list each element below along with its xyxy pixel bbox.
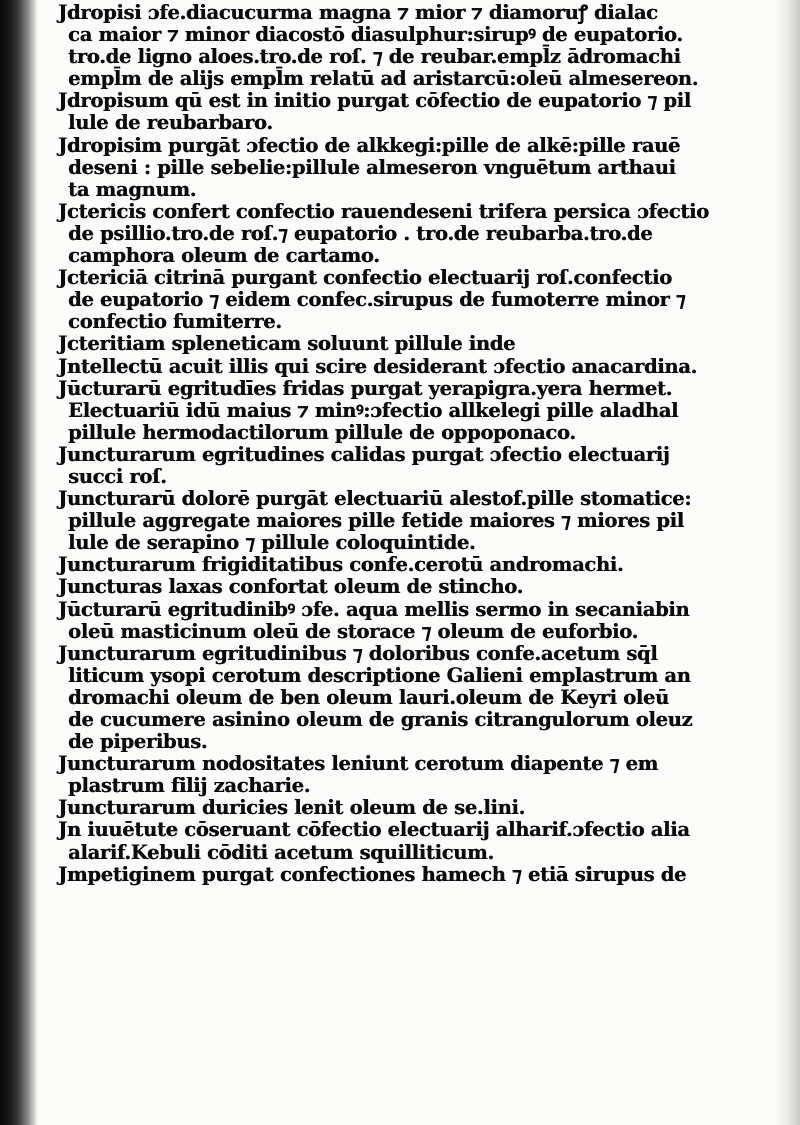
text-line-entry: Jdropisum qū est in initio purgat cōfectio de eupatorio ⁊ pil — [58, 89, 691, 113]
text-line-continuation: de eupatorio ⁊ eidem confec.sirupus de fumoterre minor ⁊ — [68, 288, 686, 312]
text-line-continuation: alarif.Kebuli cōditi acetum squilliticum. — [68, 840, 494, 864]
text-line-entry: Jn iuuētute cōseruant cōfectio electuarij alharif.ɔfectio alia — [58, 818, 690, 842]
text-line-entry: Jcteritiam spleneticam soluunt pillule inde — [58, 332, 516, 356]
text-line-continuation: de psillio.tro.de roſ.⁊ eupatorio . tro.de reubarba.tro.de — [68, 221, 653, 245]
text-line-continuation: de cucumere asinino oleum de granis citrangulorum oleuz — [68, 708, 693, 731]
text-line-entry: Juncturarum frigiditatibus confe.cerotū andromachi. — [58, 553, 624, 577]
text-line-entry: Jctericis confert confectio rauendeseni trifera persica ɔfectio — [58, 199, 709, 223]
text-line-entry: Juncturarū dolorē purgāt electuariū alestof.pille stomatice: — [58, 487, 692, 511]
text-column — [58, 2, 770, 886]
text-line-entry: Jmpetiginem purgat confectiones hamech ⁊ etiā sirupus de — [58, 862, 687, 886]
text-line-continuation: pillule hermodactilorum pillule de oppoponaco. — [68, 420, 576, 444]
text-line-entry: Jdropisi ɔfe.diacucurma magna ⁊ mior ⁊ diamoruꝭ dialac — [58, 1, 658, 24]
text-line-entry: Juncturarum duricies lenit oleum de se.lini. — [58, 796, 525, 820]
text-line-continuation: deseni : pille sebelie:pillule almeseron vnguētum arthaui — [68, 155, 676, 179]
text-line-entry: Juncturarum egritudinibus ⁊ doloribus confe.acetum sq̄l — [58, 641, 658, 665]
text-line-continuation: plastrum filij zacharie. — [68, 774, 311, 798]
binding-shadow — [0, 0, 38, 1125]
text-line-continuation: oleū masticinum oleū de storace ⁊ oleum de euforbio. — [68, 619, 638, 643]
text-line-entry: Juncturarum egritudines calidas purgat ɔfectio electuarij — [58, 442, 670, 466]
text-line-continuation: ca maior ⁊ minor diacostō diasulphur:sirupꝰ de eupatorio. — [68, 23, 683, 47]
text-line-entry: Jūcturarū egritudinibꝰ ɔfe. aqua mellis sermo in secaniabin — [58, 597, 690, 621]
text-line-continuation: liticum ysopi cerotum descriptione Galieni emplastrum an — [68, 663, 691, 687]
text-line-entry: Jctericiā citrinā purgant confectio electuarij roſ.confectio — [58, 266, 672, 290]
text-line-continuation: de piperibus. — [68, 730, 208, 754]
text-line-entry: Jūcturarū egritudīes fridas purgat yerapigra.yera hermet. — [58, 376, 673, 400]
text-line-continuation: tro.de ligno aloes.tro.de roſ. ⁊ de reubar.empl̄z ādromachi — [68, 45, 681, 69]
text-line-entry: Juncturas laxas confortat oleum de stincho. — [58, 575, 523, 599]
text-line-continuation: succi roſ. — [68, 464, 167, 488]
text-line-continuation: ta magnum. — [68, 177, 197, 201]
text-line-continuation: empl̄m de alijs empl̄m relatū ad aristarcū:oleū almesereon. — [68, 67, 699, 91]
text-line-continuation: camphora oleum de cartamo. — [68, 244, 380, 268]
text-line-continuation: pillule aggregate maiores pille fetide maiores ⁊ miores pil — [68, 509, 684, 533]
text-line-continuation: dromachi oleum de ben oleum lauri.oleum de Keyri oleū — [68, 685, 669, 709]
text-line-continuation: lule de serapino ⁊ pillule coloquintide. — [68, 531, 476, 555]
text-line-entry: Jntellectū acuit illis qui scire desiderant ɔfectio anacardina. — [58, 354, 697, 378]
text-line-entry: Juncturarum nodositates leniunt cerotum diapente ⁊ em — [58, 752, 658, 776]
text-line-continuation: lule de reubarbaro. — [68, 111, 273, 135]
text-line-continuation: Electuariū idū maius ⁊ minꝰ:ɔfectio allkelegi pille aladhal — [68, 398, 679, 422]
page-edge — [774, 0, 800, 1125]
text-line-entry: Jdropisim purgāt ɔfectio de alkkegi:pille de alkē:pille rauē — [58, 133, 681, 157]
text-line-continuation: confectio fumiterre. — [68, 310, 282, 334]
